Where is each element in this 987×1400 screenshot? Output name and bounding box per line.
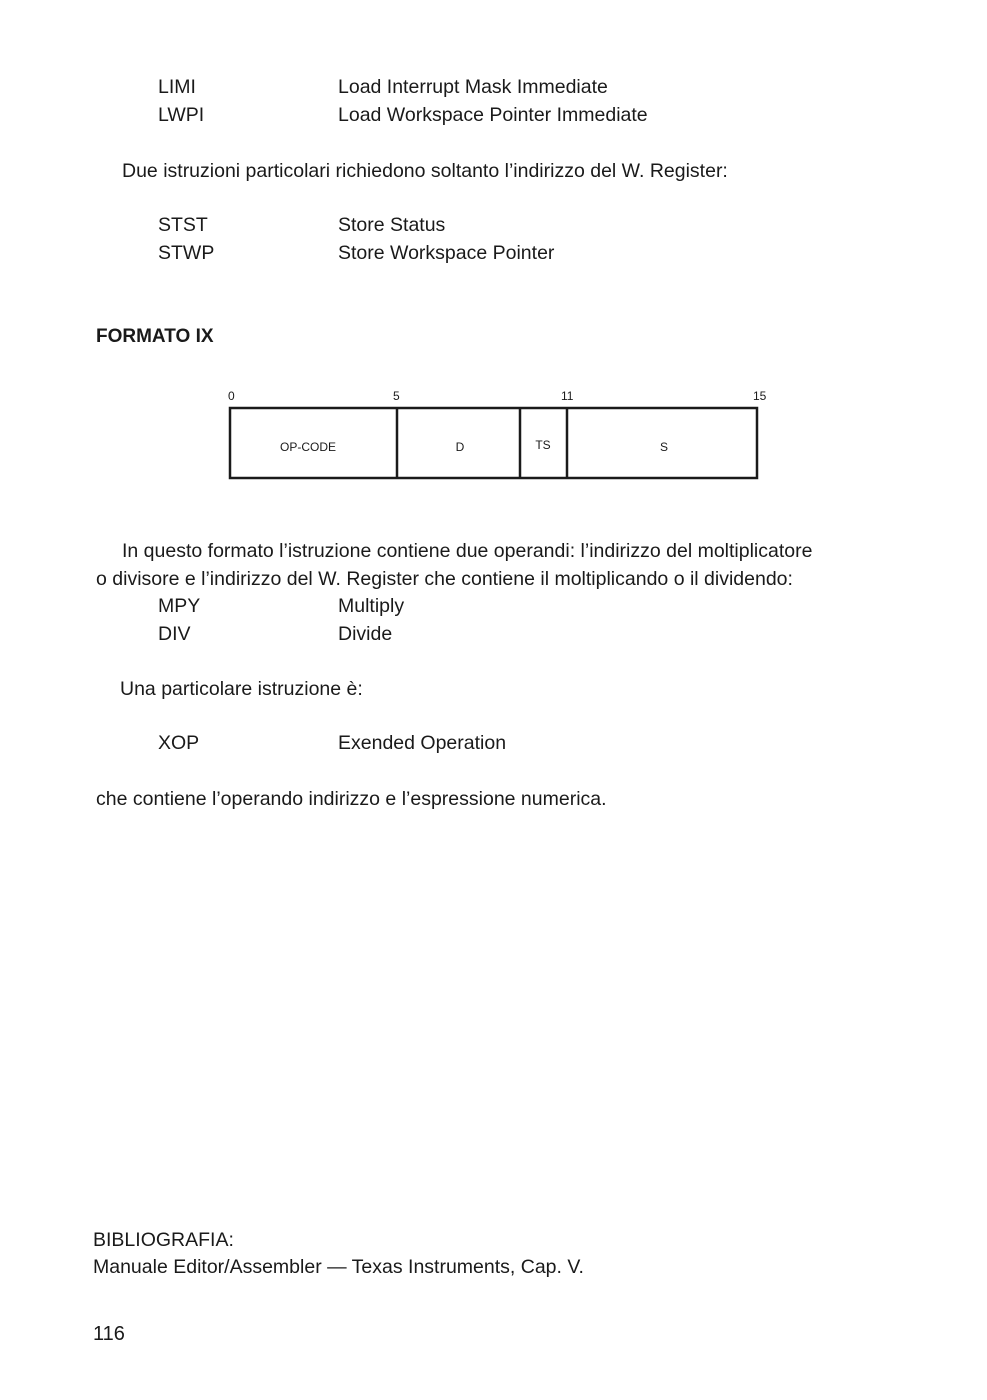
bit-label-5: 5 xyxy=(393,389,400,403)
description-stwp: Store Workspace Pointer xyxy=(338,242,555,264)
field-ts: TS xyxy=(535,438,551,452)
mnemonic-lwpi: LWPI xyxy=(158,104,205,126)
bibliography-entry: Manuale Editor/Assembler — Texas Instruments, Cap. V. xyxy=(93,1256,584,1278)
particular-paragraph: Una particolare istruzione è: xyxy=(120,678,363,700)
mnemonic-xop: XOP xyxy=(158,732,200,754)
closing-paragraph: che contiene l’operando indirizzo e l’espressione numerica. xyxy=(96,788,607,810)
description-stst: Store Status xyxy=(338,214,446,236)
description-div: Divide xyxy=(338,623,393,645)
intro-status-paragraph: Due istruzioni particolari richiedono soltanto l’indirizzo del W. Register: xyxy=(122,160,728,182)
instruction-format-diagram xyxy=(224,384,774,488)
field-s: S xyxy=(659,440,669,454)
description-lwpi: Load Workspace Pointer Immediate xyxy=(338,104,648,126)
section-heading: FORMATO IX xyxy=(96,326,214,347)
description-mpy: Multiply xyxy=(338,595,405,617)
page-number: 116 xyxy=(93,1323,125,1345)
mnemonic-div: DIV xyxy=(158,623,191,645)
mnemonic-limi: LIMI xyxy=(158,76,196,98)
field-d: D xyxy=(455,440,465,454)
mnemonic-mpy: MPY xyxy=(158,595,201,617)
format-paragraph-line-1: In questo formato l’istruzione contiene due operandi: l’indirizzo del moltiplicatore xyxy=(122,540,813,562)
mnemonic-stwp: STWP xyxy=(158,242,215,264)
description-xop: Exended Operation xyxy=(338,732,507,754)
bit-label-15: 15 xyxy=(753,389,767,403)
description-limi: Load Interrupt Mask Immediate xyxy=(338,76,608,98)
bit-label-0: 0 xyxy=(228,389,235,403)
mnemonic-stst: STST xyxy=(158,214,208,236)
bit-label-11: 11 xyxy=(561,389,574,403)
bibliography-label: BIBLIOGRAFIA: xyxy=(93,1229,234,1251)
format-paragraph-line-2: o divisore e l’indirizzo del W. Register che contiene il moltiplicando o il dividendo: xyxy=(96,568,793,590)
field-op-code: OP-CODE xyxy=(279,440,337,454)
